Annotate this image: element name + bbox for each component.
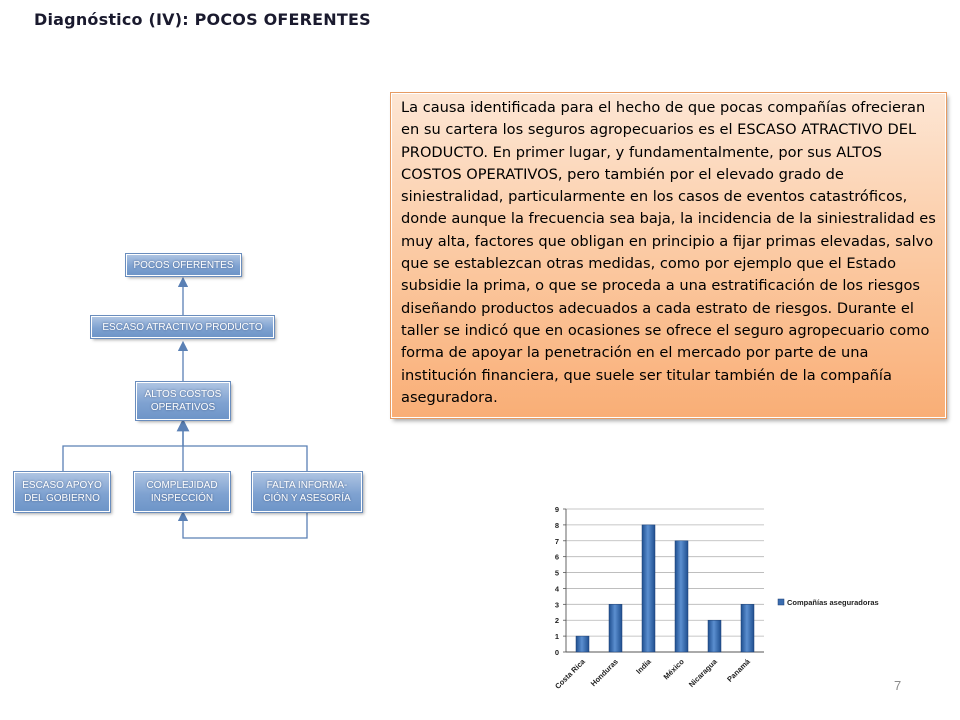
node-falta-informacion-asesoria: FALTA INFORMA- CIÓN Y ASESORÍA (252, 472, 362, 512)
ytick-label-6: 6 (554, 552, 559, 562)
xtick-label-méxico: México (661, 657, 686, 682)
xtick-label-india: India (634, 657, 653, 676)
xtick-label-panamá: Panamá (725, 657, 752, 684)
bar-nicaragua (708, 620, 721, 652)
ytick-label-7: 7 (554, 536, 559, 546)
bar-chart (540, 500, 920, 705)
slide-title: Diagnóstico (IV): POCOS OFERENTES (34, 10, 371, 29)
connector-falta-loop (183, 512, 307, 538)
node-escaso-atractivo-producto: ESCASO ATRACTIVO PRODUCTO (91, 316, 274, 338)
ytick-label-1: 1 (554, 632, 559, 642)
ytick-label-9: 9 (554, 505, 559, 514)
ytick-label-3: 3 (554, 600, 559, 610)
page-number: 7 (894, 678, 902, 693)
ytick-label-5: 5 (554, 568, 559, 578)
chart-legend (778, 598, 879, 607)
node-altos-costos-operativos: ALTOS COSTOS OPERATIVOS (136, 382, 230, 420)
bar-india (642, 525, 655, 652)
bar-méxico (675, 541, 688, 652)
node-escaso-apoyo-gobierno: ESCASO APOYO DEL GOBIERNO (14, 472, 110, 512)
chart-y-tick-labels (555, 505, 560, 657)
node-complejidad-inspeccion: COMPLEJIDAD INSPECCIÓN (134, 472, 230, 512)
legend-swatch (778, 599, 784, 605)
ytick-label-4: 4 (554, 584, 559, 594)
bar-costa-rica (576, 636, 589, 652)
bar-panamá (741, 604, 754, 652)
xtick-label-nicaragua: Nicaragua (686, 657, 719, 690)
ytick-label-0: 0 (554, 648, 559, 657)
bar-honduras (609, 604, 622, 652)
explanation-text-box: La causa identificada para el hecho de que pocas compañías ofrecieran en su cartera los seguros agropecuarios es el ESCASO ATRACTIVO DEL PRODUCTO. En primer lugar, y fundamentalmente, por sus ALTOS COSTOS OPERATIVOS, pero también por el elevado grado de siniestralidad, particularmente en los casos de eventos catastróficos, donde aunque la frecuencia sea baja, la incidencia de la siniestralidad es muy alta, factores que obligan en principio a fijar primas elevadas, salvo que se establezcan otras medidas, como por ejemplo que el Estado subsidie la prima, o que se proceda a una estratificación de los riesgos diseñando productos adecuados a cada estrato de riesgos. Durante el taller se indicó que en ocasiones se ofrece el seguro agropecuario como forma de apoyar la penetración en el mercado por parte de una institución financiera, que suele ser titular también de la compañía aseguradora. (391, 93, 946, 418)
chart-gridlines (566, 509, 764, 652)
connector-bottom-branch (63, 446, 307, 472)
node-pocos-oferentes: POCOS OFERENTES (126, 254, 241, 276)
ytick-label-2: 2 (554, 616, 559, 626)
legend-label: Compañías aseguradoras (787, 598, 879, 607)
chart-x-tick-labels (553, 656, 752, 690)
xtick-label-costa-rica: Costa Rica (553, 657, 587, 691)
ytick-label-8: 8 (554, 520, 559, 530)
chart-axes (563, 509, 764, 652)
xtick-label-honduras: Honduras (588, 657, 620, 689)
